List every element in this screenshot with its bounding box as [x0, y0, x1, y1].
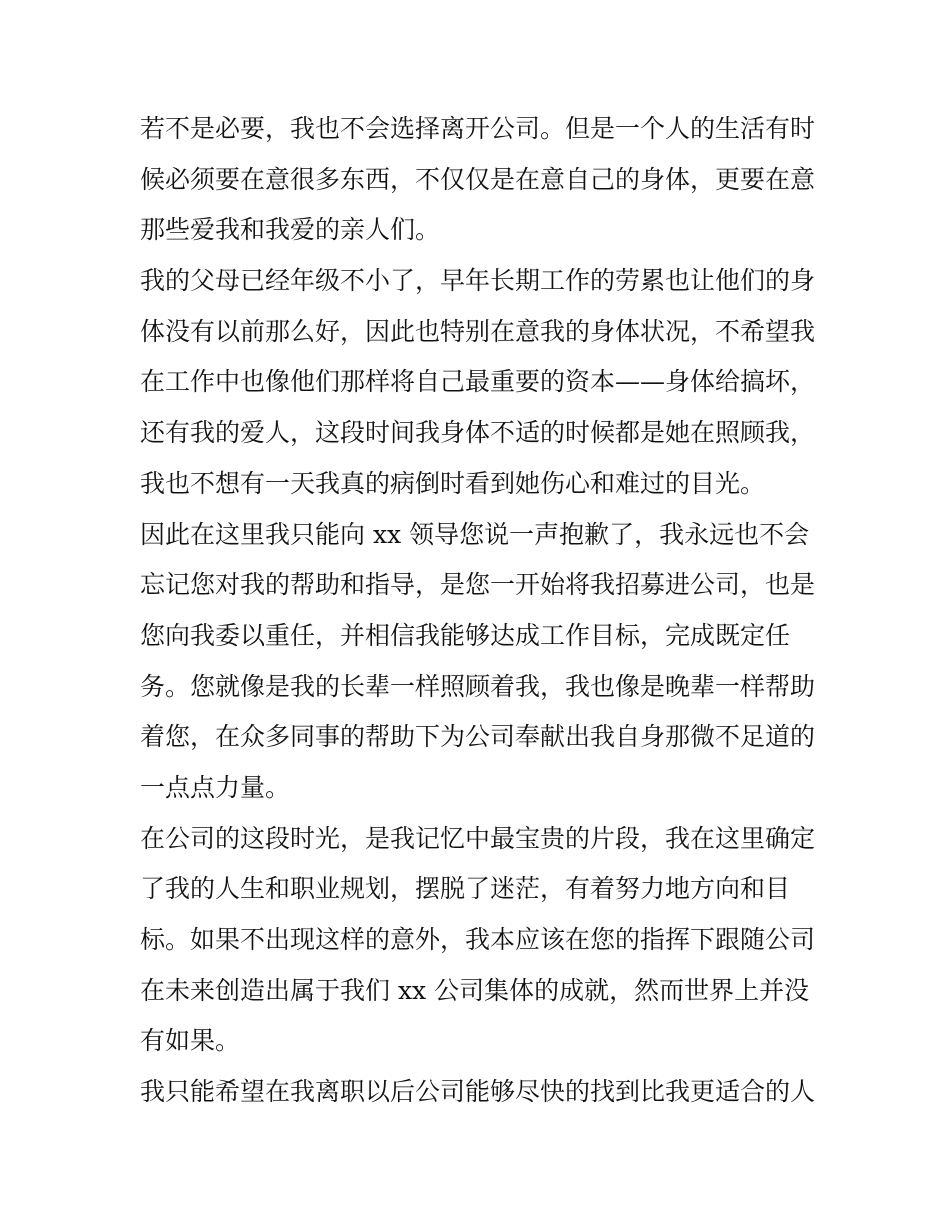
text-line: 着您，在众多同事的帮助下为公司奉献出我自身那微不足道的	[140, 722, 815, 752]
text-line: 若不是必要，我也不会选择离开公司。但是一个人的生活有时	[140, 114, 815, 143]
text-line: 在公司的这段时光，是我记忆中最宝贵的片段，我在这里确定	[140, 823, 815, 853]
text-line: 标。如果不出现这样的意外，我本应该在您的指挥下跟随公司	[140, 925, 815, 954]
text-line: 候必须要在意很多东西，不仅仅是在意自己的身体，更要在意	[140, 164, 815, 194]
text-line: 务。您就像是我的长辈一样照顾着我，我也像是晚辈一样帮助	[140, 671, 815, 701]
text-line: 体没有以前那么好，因此也特别在意我的身体状况，不希望我	[140, 316, 815, 346]
text-line: 一点点力量。	[140, 772, 291, 802]
text-line: 我也不想有一天我真的病倒时看到她伤心和难过的目光。	[140, 468, 766, 498]
text-line: 您向我委以重任，并相信我能够达成工作目标，完成既定任	[140, 620, 791, 650]
text-line: 了我的人生和职业规划，摆脱了迷茫，有着努力地方向和目	[140, 874, 791, 904]
text-line: 在工作中也像他们那样将自己最重要的资本——身体给搞坏，	[140, 367, 815, 397]
text-line: 忘记您对我的帮助和指导，是您一开始将我招募进公司，也是	[140, 570, 815, 600]
text-line: 我只能希望在我离职以后公司能够尽快的找到比我更适合的人	[140, 1077, 815, 1107]
body-text	[140, 104, 815, 1118]
text-line: 那些爱我和我爱的亲人们。	[140, 215, 441, 245]
text-line: 在未来创造出属于我们 xx 公司集体的成就，然而世界上并没	[140, 975, 810, 1005]
text-line: 还有我的爱人，这段时间我身体不适的时候都是她在照顾我，	[140, 418, 815, 448]
text-line: 因此在这里我只能向 xx 领导您说一声抱歉了，我永远也不会	[140, 519, 810, 549]
text-line: 我的父母已经年级不小了，早年长期工作的劳累也让他们的身	[140, 266, 815, 296]
text-line: 有如果。	[140, 1026, 241, 1056]
